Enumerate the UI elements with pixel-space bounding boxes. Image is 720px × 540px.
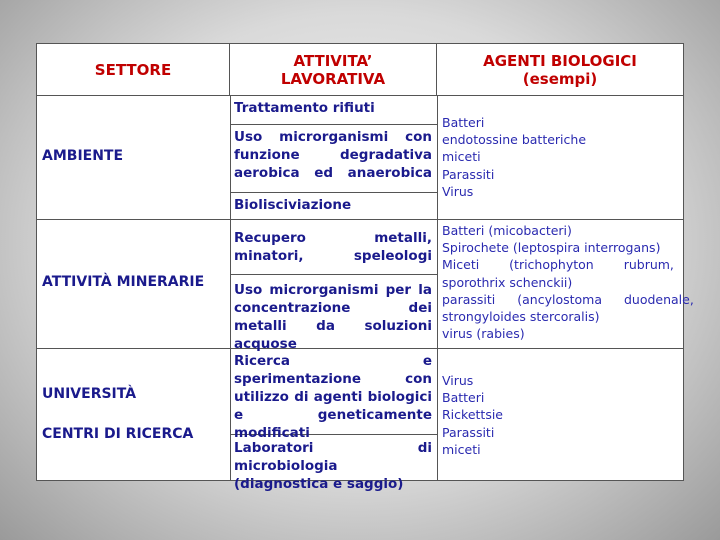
- sector-attivita-minerarie: ATTIVITÀ MINERARIE: [42, 274, 205, 290]
- agents-list-universita: [442, 372, 682, 458]
- header-attivita-label: ATTIVITA’ LAVORATIVA: [280, 51, 386, 88]
- sector-table: [36, 43, 694, 492]
- agent-item: Parassiti: [442, 424, 495, 440]
- column-divider: [437, 95, 438, 480]
- header-settore-label: SETTORE: [94, 60, 172, 79]
- agent-item: Parassiti: [442, 166, 495, 182]
- activity-laboratori-microbiologia: Laboratori di microbiologia (diagnostica e saggio): [234, 440, 432, 492]
- activity-ricerca-sperimentazione: Ricerca e sperimentazione con utilizzo di agenti biologici e geneticamente modificati: [234, 353, 432, 441]
- agent-item: Batteri: [442, 390, 485, 406]
- activity-trattamento-rifiuti: Trattamento rifiuti: [234, 100, 375, 116]
- agent-item: Batteri (micobacteri): [442, 223, 572, 238]
- header-settore: [37, 44, 230, 95]
- activity-concentrazione-metalli: Uso microrganismi per la concentrazione dei metalli da soluzioni acquose: [234, 282, 432, 352]
- agent-item: endotossine batteriche: [442, 132, 587, 148]
- agent-item: Virus: [442, 373, 474, 388]
- agents-list-minerarie: [442, 222, 694, 342]
- sector-ambiente: AMBIENTE: [42, 148, 124, 164]
- row-divider: [37, 95, 683, 96]
- agent-item: Miceti (trichophyton rubrum,: [442, 257, 674, 273]
- agent-item: Virus: [442, 183, 474, 199]
- header-agenti: [437, 44, 683, 95]
- sector-universita: UNIVERSITÀ: [42, 386, 137, 402]
- column-divider: [230, 95, 231, 480]
- activity-uso-microrganismi: Uso microrganismi con funzione degradativa aerobica ed anaerobica: [234, 129, 432, 181]
- row-divider: [37, 219, 683, 220]
- activity-divider: [230, 124, 437, 125]
- header-attivita: [230, 44, 437, 95]
- agent-item: miceti: [442, 441, 481, 457]
- header-agenti-label: AGENTI BIOLOGICI (esempi): [483, 51, 637, 88]
- sector-centri-di-ricerca: CENTRI DI RICERCA: [42, 426, 194, 442]
- activity-divider: [230, 192, 437, 193]
- agent-item: miceti: [442, 149, 481, 165]
- agent-item: Rickettsie: [442, 407, 503, 423]
- activity-biolisciviazione: Biolisciviazione: [234, 197, 352, 213]
- agent-item: strongyloides stercoralis): [442, 309, 600, 325]
- agent-item: Spirochete (leptospira interrogans): [442, 240, 661, 256]
- activity-recupero-metalli: Recupero metalli, minatori, speleologi: [234, 230, 432, 264]
- agent-item: virus (rabies): [442, 326, 525, 342]
- activity-divider: [230, 274, 437, 275]
- agent-item: Batteri: [442, 115, 485, 130]
- agent-item: parassiti (ancylostoma duodenale,: [442, 291, 694, 307]
- agents-list-ambiente: [442, 114, 682, 200]
- agent-item: sporothrix schenckii): [442, 274, 573, 290]
